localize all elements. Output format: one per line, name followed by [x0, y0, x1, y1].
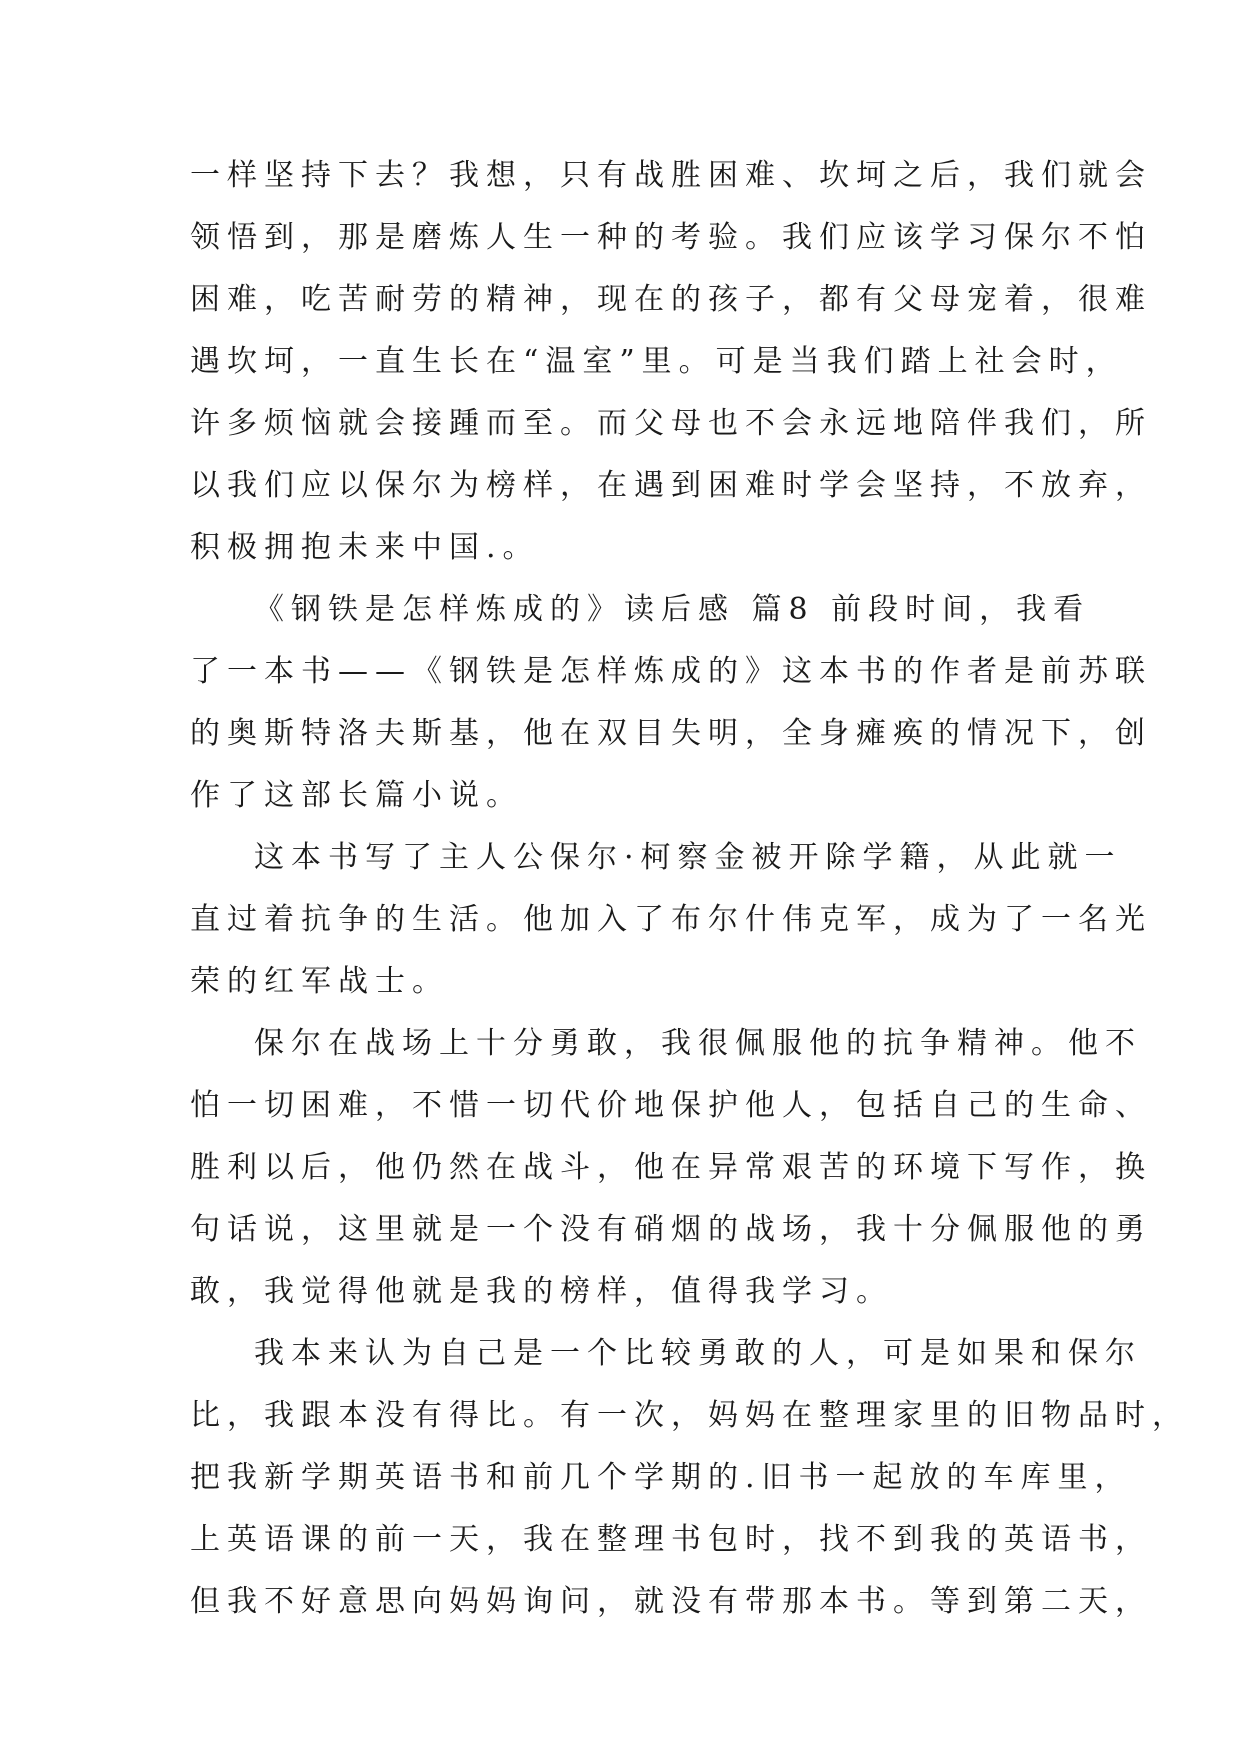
section-heading-line: 《钢铁是怎样炼成的》读后感 篇8 前段时间，我看: [254, 592, 1091, 627]
text-line: 直过着抗争的生活。他加入了布尔什伟克军，成为了一名光: [190, 902, 1152, 937]
text-line: 但我不好意思向妈妈询问，就没有带那本书。等到第二天，: [190, 1584, 1152, 1619]
paragraph-start-line: 这本书写了主人公保尔·柯察金被开除学籍，从此就一: [254, 840, 1122, 875]
text-line: 比，我跟本没有得比。有一次，妈妈在整理家里的旧物品时，: [190, 1398, 1189, 1433]
text-line: 上英语课的前一天，我在整理书包时，找不到我的英语书，: [190, 1522, 1152, 1557]
text-line: 了一本书——《钢铁是怎样炼成的》这本书的作者是前苏联: [190, 654, 1152, 689]
text-line: 积极拥抱未来中国.。: [190, 530, 540, 565]
text-line: 以我们应以保尔为榜样，在遇到困难时学会坚持，不放弃，: [190, 468, 1152, 503]
paragraph-start-line: 我本来认为自己是一个比较勇敢的人，可是如果和保尔: [254, 1336, 1142, 1371]
text-line: 困难，吃苦耐劳的精神，现在的孩子，都有父母宠着，很难: [190, 282, 1152, 317]
text-line: 胜利以后，他仍然在战斗，他在异常艰苦的环境下写作，换: [190, 1150, 1152, 1185]
text-line: 敢，我觉得他就是我的榜样，值得我学习。: [190, 1274, 893, 1309]
text-line: 怕一切困难，不惜一切代价地保护他人，包括自己的生命、: [190, 1088, 1152, 1123]
text-line: 作了这部长篇小说。: [190, 778, 523, 813]
text-line: 荣的红军战士。: [190, 964, 449, 999]
text-line: 领悟到，那是磨炼人生一种的考验。我们应该学习保尔不怕: [190, 220, 1152, 255]
text-line: 许多烦恼就会接踵而至。而父母也不会永远地陪伴我们，所: [190, 406, 1152, 441]
text-line: 遇坎坷，一直生长在“温室”里。可是当我们踏上社会时，: [190, 344, 1123, 379]
text-line: 一样坚持下去？我想，只有战胜困难、坎坷之后，我们就会: [190, 158, 1152, 193]
text-line: 把我新学期英语书和前几个学期的.旧书一起放的车库里，: [190, 1460, 1132, 1495]
paragraph-start-line: 保尔在战场上十分勇敢，我很佩服他的抗争精神。他不: [254, 1026, 1142, 1061]
text-line: 的奥斯特洛夫斯基，他在双目失明，全身瘫痪的情况下，创: [190, 716, 1152, 751]
text-line: 句话说，这里就是一个没有硝烟的战场，我十分佩服他的勇: [190, 1212, 1152, 1247]
